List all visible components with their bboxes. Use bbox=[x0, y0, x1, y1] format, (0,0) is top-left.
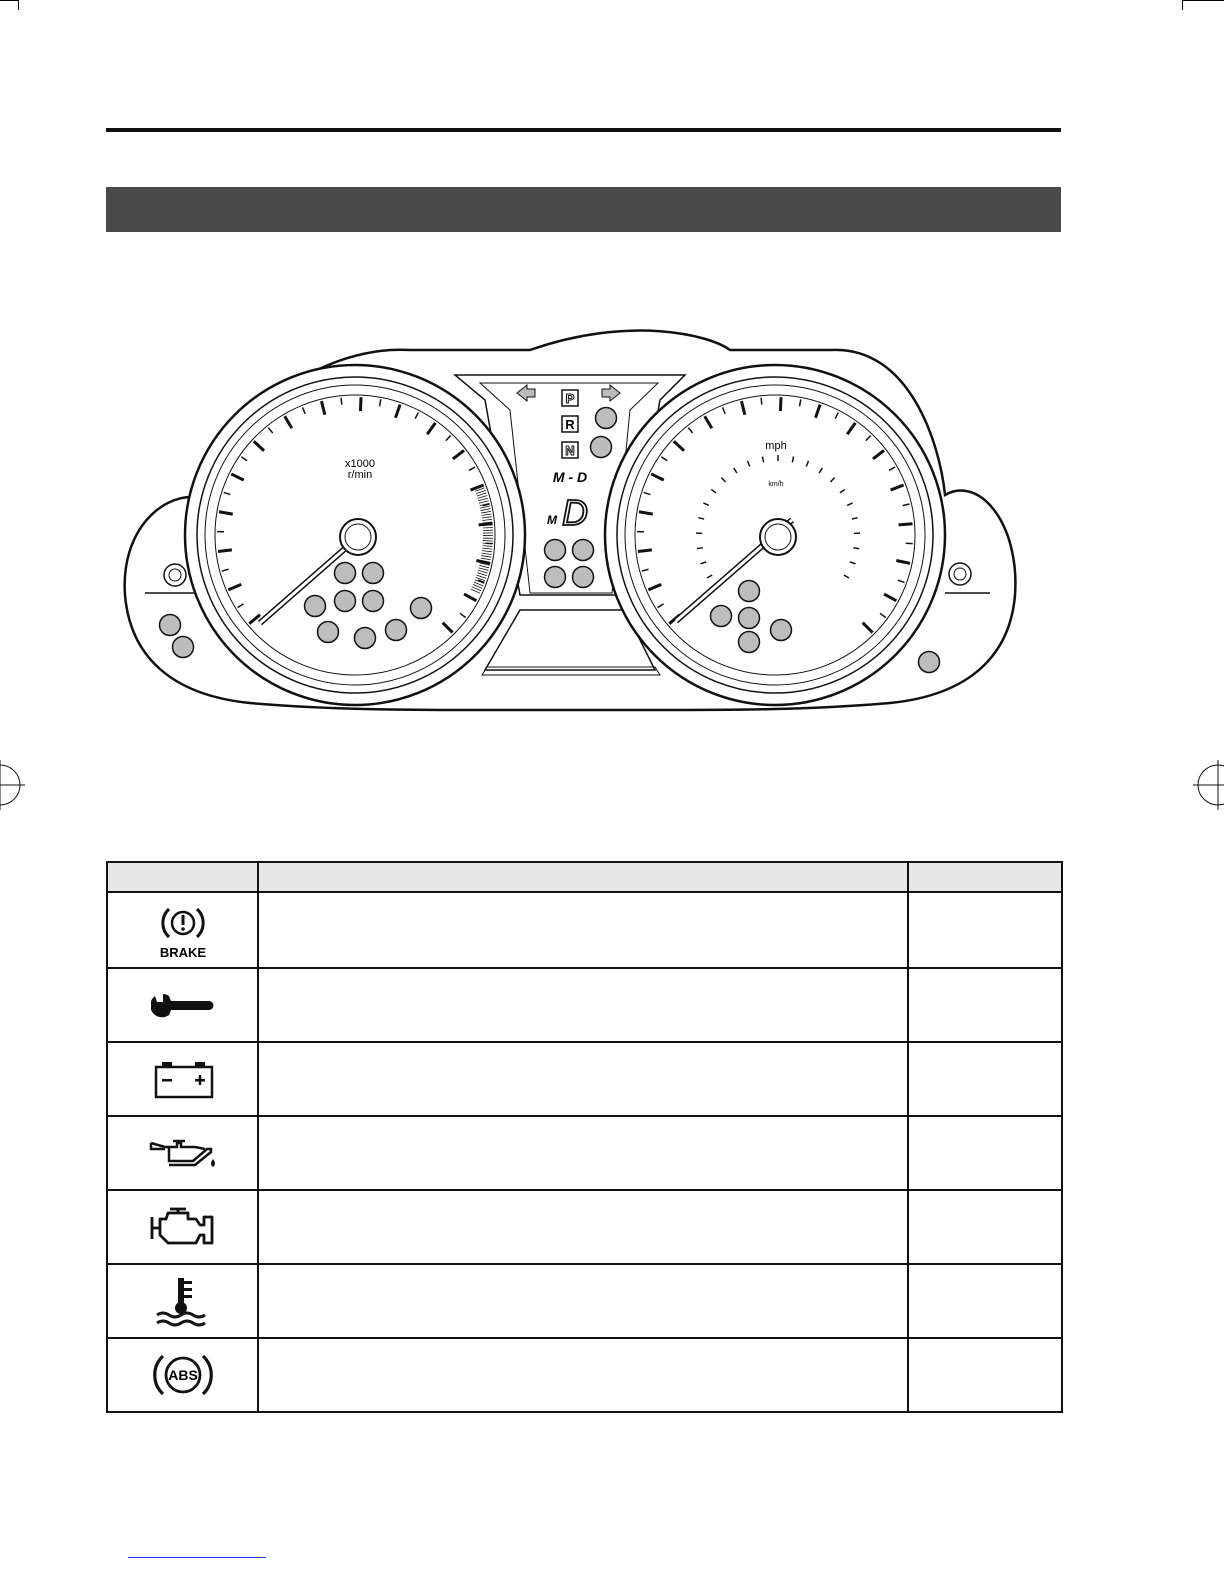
speedometer-tick bbox=[761, 398, 762, 405]
instrument-cluster-illustration bbox=[110, 325, 1030, 725]
callout-marker bbox=[386, 620, 407, 641]
right-knob bbox=[949, 563, 971, 585]
icon-cell bbox=[107, 968, 258, 1042]
description-cell bbox=[258, 1264, 908, 1338]
callout-marker bbox=[411, 598, 432, 619]
crop-mark-top-right bbox=[1182, 0, 1224, 1]
check-engine-icon bbox=[148, 1205, 218, 1249]
icon-cell bbox=[107, 1042, 258, 1116]
callout-marker bbox=[739, 632, 760, 653]
registration-mark-right bbox=[1193, 760, 1224, 810]
speedometer-tick bbox=[638, 550, 652, 552]
speedometer-tick bbox=[899, 524, 913, 525]
crop-mark-top-left bbox=[0, 0, 18, 1]
icon-cell bbox=[107, 1190, 258, 1264]
table-row bbox=[107, 892, 1062, 968]
tachometer-gauge bbox=[185, 365, 525, 705]
oil-pressure-icon bbox=[147, 1135, 219, 1171]
description-cell bbox=[258, 1042, 908, 1116]
kmh-tick bbox=[697, 548, 703, 549]
header-signal bbox=[107, 862, 258, 892]
mode-label: M - D bbox=[552, 469, 588, 485]
callout-marker bbox=[573, 567, 594, 588]
crop-mark-top-right-vertical bbox=[1182, 0, 1183, 10]
callout-marker bbox=[596, 408, 617, 429]
page-cell bbox=[908, 968, 1062, 1042]
callout-marker bbox=[173, 637, 194, 658]
page-cell bbox=[908, 1190, 1062, 1264]
callout-marker bbox=[318, 622, 339, 643]
icon-cell bbox=[107, 892, 258, 968]
page-cell bbox=[908, 892, 1062, 968]
section-title-band bbox=[106, 187, 1061, 232]
callout-marker bbox=[545, 567, 566, 588]
icon-cell bbox=[107, 1264, 258, 1338]
header-page bbox=[908, 862, 1062, 892]
gear-letter-n: N bbox=[565, 443, 575, 458]
page-cell bbox=[908, 1338, 1062, 1412]
callout-marker bbox=[591, 437, 612, 458]
top-rule bbox=[106, 128, 1061, 132]
description-cell bbox=[258, 892, 908, 968]
speedometer-label-kmh: km/h bbox=[768, 481, 784, 488]
callout-marker bbox=[771, 620, 792, 641]
tachometer-tick bbox=[341, 398, 342, 405]
callout-marker bbox=[545, 540, 566, 561]
description-cell bbox=[258, 1190, 908, 1264]
header-description bbox=[258, 862, 908, 892]
description-cell bbox=[258, 968, 908, 1042]
callout-marker bbox=[573, 540, 594, 561]
icon-cell bbox=[107, 1338, 258, 1412]
crop-mark-top-left-vertical bbox=[18, 0, 19, 10]
table-row bbox=[107, 1042, 1062, 1116]
callout-marker bbox=[919, 652, 940, 673]
description-cell bbox=[258, 1116, 908, 1190]
table-row bbox=[107, 1116, 1062, 1190]
tachometer-tick bbox=[218, 550, 232, 552]
table-row bbox=[107, 1264, 1062, 1338]
brake-warning-icon bbox=[148, 899, 218, 961]
brake-icon-label: BRAKE bbox=[159, 945, 206, 960]
tachometer-tick bbox=[360, 397, 361, 411]
tachometer-label-x1000: x1000 bbox=[345, 458, 375, 470]
callout-marker bbox=[739, 608, 760, 629]
wrench-icon bbox=[151, 990, 215, 1020]
callout-marker bbox=[335, 591, 356, 612]
callout-marker bbox=[739, 581, 760, 602]
battery-icon bbox=[151, 1059, 215, 1099]
callout-marker bbox=[305, 596, 326, 617]
table-row bbox=[107, 1338, 1062, 1412]
registration-mark-left bbox=[0, 760, 25, 810]
table-row bbox=[107, 1190, 1062, 1264]
coolant-temperature-icon bbox=[153, 1275, 213, 1327]
speedometer-label-mph: mph bbox=[765, 440, 787, 452]
page-cell bbox=[908, 1264, 1062, 1338]
warning-indicator-table bbox=[106, 861, 1063, 1413]
gear-letter-r: R bbox=[565, 417, 575, 432]
abs-icon-label: ABS bbox=[167, 1367, 198, 1383]
tachometer-label-rpm: r/min bbox=[347, 469, 373, 481]
gear-position-digit: D bbox=[562, 492, 588, 533]
bottom-link-underline bbox=[128, 1557, 266, 1558]
callout-marker bbox=[363, 563, 384, 584]
callout-marker bbox=[160, 615, 181, 636]
table-row bbox=[107, 968, 1062, 1042]
icon-cell bbox=[107, 1116, 258, 1190]
callout-marker bbox=[711, 606, 732, 627]
page-cell bbox=[908, 1042, 1062, 1116]
redline-hatch bbox=[483, 527, 493, 528]
speedometer-tick bbox=[780, 397, 781, 411]
callout-marker bbox=[355, 628, 376, 649]
callout-marker bbox=[363, 591, 384, 612]
speedometer-gauge bbox=[605, 365, 945, 705]
kmh-tick bbox=[853, 548, 859, 549]
table-header-row bbox=[107, 862, 1062, 892]
description-cell bbox=[258, 1338, 908, 1412]
gear-letter-p: P bbox=[565, 391, 575, 406]
page-cell bbox=[908, 1116, 1062, 1190]
callout-marker bbox=[335, 563, 356, 584]
abs-icon bbox=[148, 1348, 218, 1402]
manual-mode-m: M bbox=[547, 513, 557, 527]
left-small-gauge-icon bbox=[164, 564, 186, 586]
